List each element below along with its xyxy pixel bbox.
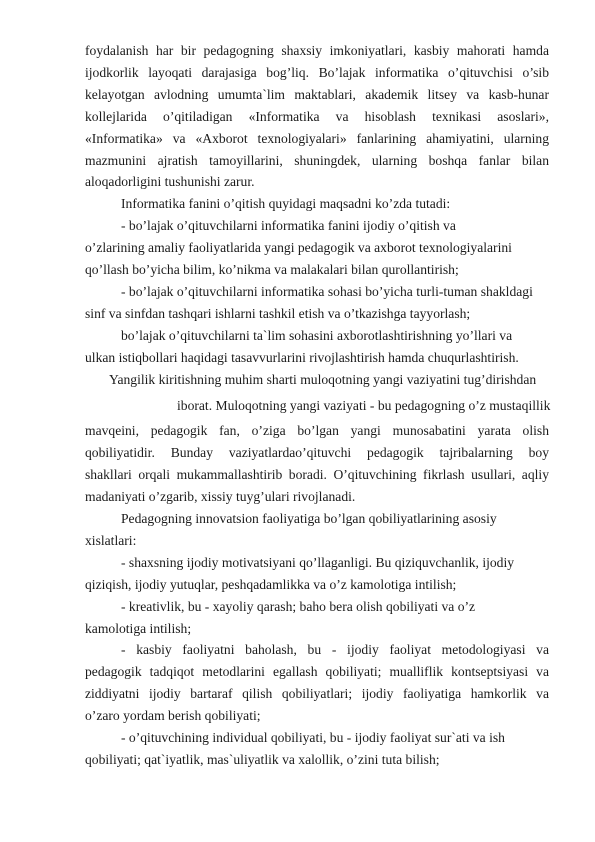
- text-line: sinf va sinfdan tashqari ishlarni tashkil etish va o’tkazishga tayyorlash;: [85, 305, 471, 321]
- text-line: Informatika fanini o’qitish quyidagi maqsadni ko’zda tutadi:: [121, 196, 451, 212]
- text-line: - o’qituvchining individual qobiliyati, bu - ijodiy faoliyat sur`ati va ish: [121, 730, 505, 746]
- text-line: shakllari orqali mukammallashtirib boradi. O’qituvchining fikrlash usullari, aqliy: [85, 467, 549, 483]
- text-line: - shaxsning ijodiy motivatsiyani qo’llaganligi. Bu qiziquvchanlik, ijodiy: [121, 554, 515, 570]
- text-line: - bo’lajak o’qituvchilarni informatika fanini ijodiy o’qitish va: [121, 218, 456, 234]
- text-line: ziddiyatni ijodiy bartaraf qilish qobiliyatlari; ijodiy faoliyatiga hamkorlik va: [85, 686, 549, 702]
- text-line: xislatlari:: [85, 532, 137, 548]
- text-line: mavqeini, pedagogik fan, o’ziga bo’lgan yangi munosabatini yarata olish: [85, 423, 549, 439]
- text-line: - kreativlik, bu - xayoliy qarash; baho bera olish qobiliyati va o’z: [121, 598, 476, 614]
- text-line: madaniyati o’zgarib, xissiy tuyg’ulari rivojlanadi.: [85, 489, 356, 505]
- text-line: - bo’lajak o’qituvchilarni informatika sohasi bo’yicha turli-tuman shakldagi: [121, 283, 533, 299]
- document-page: [85, 40, 549, 771]
- text-line: foydalanish har bir pedagogning shaxsiy imkoniyatlari, kasbiy mahorati hamda: [85, 43, 549, 58]
- text-line: kollejlarida o’qitiladigan «Informatika va hisoblash texnikasi asoslari»,: [85, 108, 549, 124]
- text-line: o’zaro yordam berish qobiliyati;: [85, 708, 261, 724]
- text-line: qiziqish, ijodiy yutuqlar, peshqadamlikka va o’z kamolotiga intilish;: [85, 576, 457, 592]
- text-line: qobiliyatidir. Bunday vaziyatlardao’qituvchi pedagogik tajribalarning boy: [85, 445, 549, 461]
- text-line: Yangilik kiritishning muhim sharti muloqotning yangi vaziyatini tug’dirishdan: [109, 371, 537, 387]
- text-line: ijodkorlik layoqati darajasiga bog’liq. Bo’lajak informatika o’qituvchisi o’sib: [85, 64, 549, 80]
- text-line: mazmunini ajratish tamoyillarini, shuningdek, ularning boshqa fanlar bilan: [85, 152, 549, 168]
- text-line: Pedagogning innovatsion faoliyatiga bo’lgan qobiliyatlarining asosiy: [121, 511, 497, 527]
- text-line: - kasbiy faoliyatni baholash, bu - ijodiy faoliyat metodologiyasi va: [121, 642, 549, 658]
- text-line: bo’lajak o’qituvchilarni ta`lim sohasini axborotlashtirishning yo’llari va: [121, 327, 513, 343]
- text-line: pedagogik tadqiqot metodlarini egallash qobiliyati; mualliflik kontseptsiyasi va: [85, 664, 549, 680]
- text-line: o’zlarining amaliy faoliyatlarida yangi pedagogik va axborot texnologiyalarini: [85, 240, 512, 256]
- text-line: iborat. Muloqotning yangi vaziyati - bu pedagogning o’z mustaqillik: [177, 397, 551, 413]
- text-line: qo’llash bo’yicha bilim, ko’nikma va malakalari bilan qurollantirish;: [85, 262, 459, 278]
- text-line: kamolotiga intilish;: [85, 620, 192, 636]
- text-line: ulkan istiqbollari haqidagi tasavvurlarini rivojlashtirish hamda chuqurlashtirish.: [85, 349, 519, 365]
- text-line: qobiliyati; qat`iyatlik, mas`uliyatlik va xalollik, o’zini tuta bilish;: [85, 752, 440, 767]
- text-line: «Informatika» va «Axborot texnologiyalari» fanlarining ahamiyatini, ularning: [85, 130, 549, 146]
- text-line: aloqadorligini tushunishi zarur.: [85, 174, 255, 190]
- text-line: kelayotgan avlodning umumta`lim maktablari, akademik litsey va kasb-hunar: [85, 86, 549, 102]
